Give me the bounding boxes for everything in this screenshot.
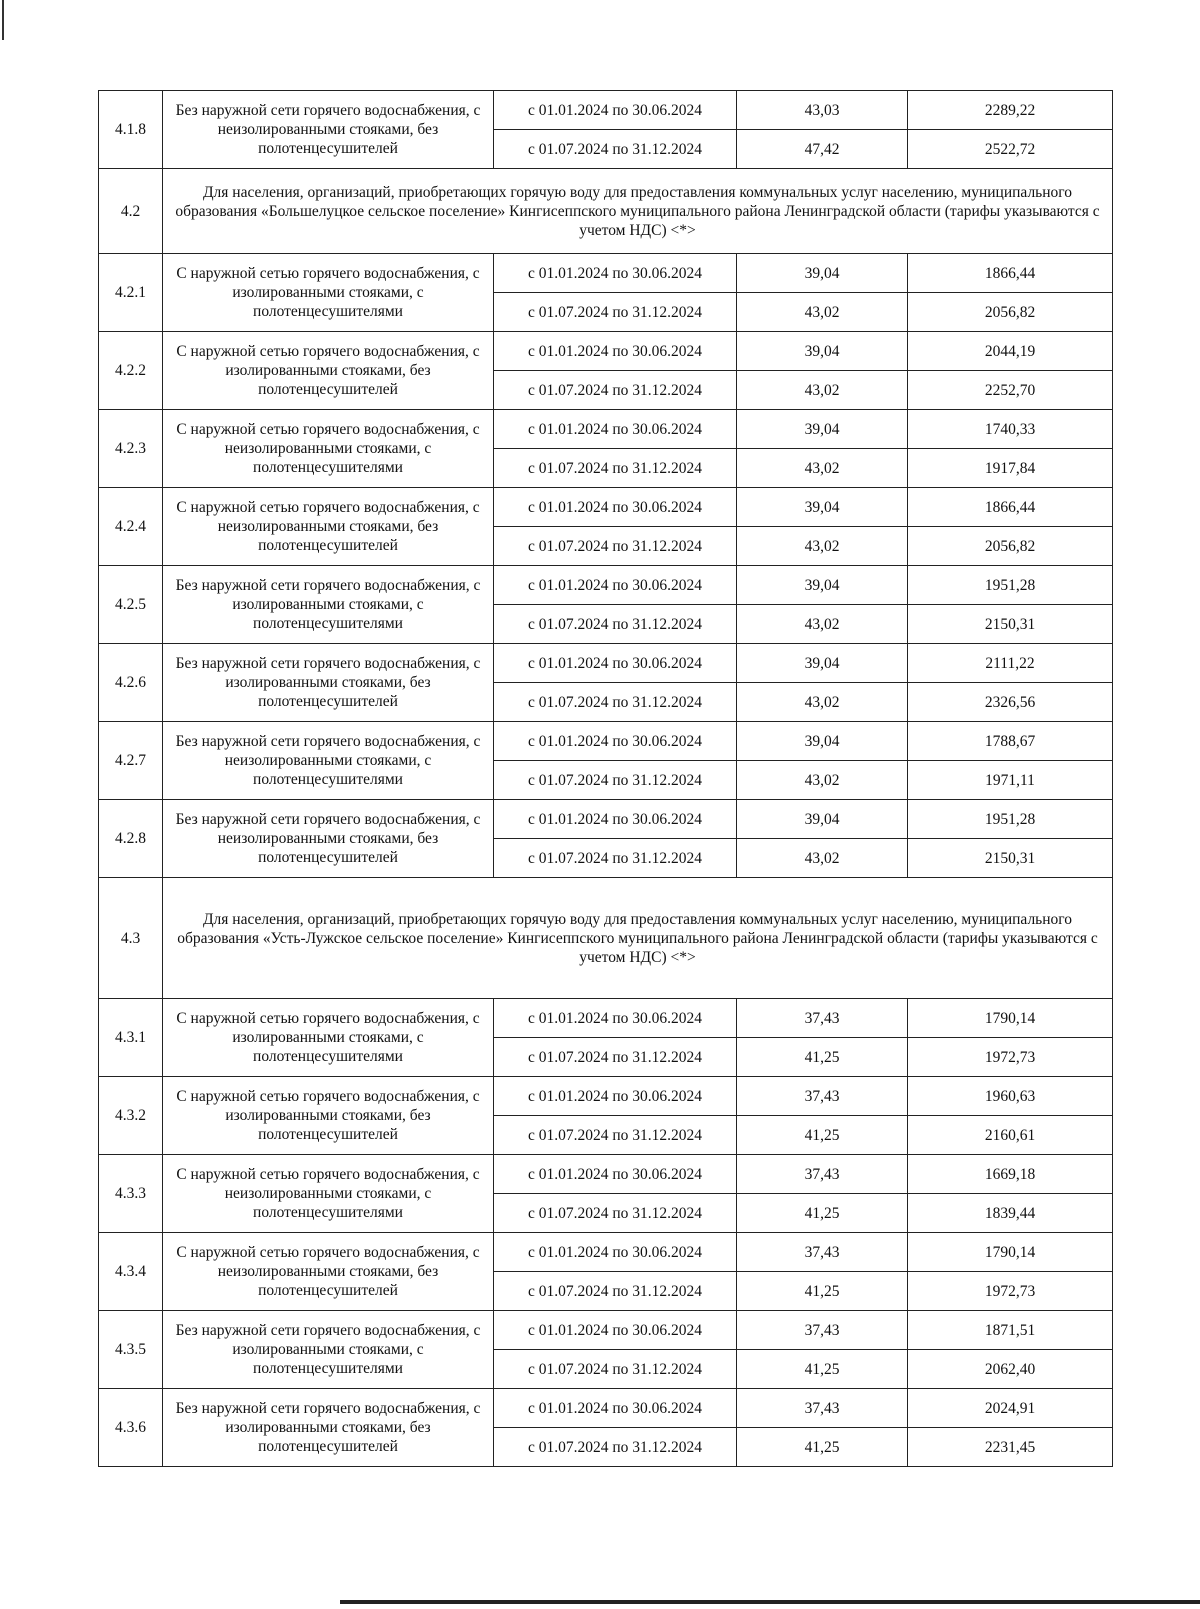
tariff-value-1: 43,02 [737,449,908,488]
tariff-value-1: 41,25 [737,1272,908,1311]
tariff-value-2: 1866,44 [908,488,1113,527]
item-description: Без наружной сети горячего водоснабжения, с изолированными стояками, без полотенцесушителей [163,644,494,722]
period-cell: с 01.07.2024 по 31.12.2024 [494,683,737,722]
item-number: 4.3.5 [99,1311,163,1389]
tariff-value-1: 41,25 [737,1428,908,1467]
tariff-value-2: 2111,22 [908,644,1113,683]
tariff-value-2: 1790,14 [908,999,1113,1038]
tariff-value-2: 1740,33 [908,410,1113,449]
item-description: Без наружной сети горячего водоснабжения, с изолированными стояками, с полотенцесушителями [163,566,494,644]
period-cell: с 01.07.2024 по 31.12.2024 [494,839,737,878]
tariff-value-2: 2231,45 [908,1428,1113,1467]
period-cell: с 01.01.2024 по 30.06.2024 [494,722,737,761]
item-number: 4.3.6 [99,1389,163,1467]
tariff-value-1: 39,04 [737,254,908,293]
tariff-value-1: 43,02 [737,761,908,800]
period-cell: с 01.07.2024 по 31.12.2024 [494,605,737,644]
section-header-row [99,878,1113,999]
tariff-value-1: 37,43 [737,1077,908,1116]
period-cell: с 01.07.2024 по 31.12.2024 [494,1350,737,1389]
tariff-value-2: 1951,28 [908,800,1113,839]
item-number: 4.2.8 [99,800,163,878]
tariff-value-2: 1788,67 [908,722,1113,761]
table-row [99,1233,1113,1272]
tariff-value-2: 2056,82 [908,527,1113,566]
tariff-value-1: 39,04 [737,644,908,683]
tariff-value-1: 37,43 [737,1311,908,1350]
period-cell: с 01.01.2024 по 30.06.2024 [494,1389,737,1428]
period-cell: с 01.01.2024 по 30.06.2024 [494,1077,737,1116]
item-description: С наружной сетью горячего водоснабжения, с неизолированными стояками, с полотенцесушителями [163,1155,494,1233]
table-row [99,644,1113,683]
item-description: С наружной сетью горячего водоснабжения, с неизолированными стояками, без полотенцесушителей [163,488,494,566]
item-number: 4.3.1 [99,999,163,1077]
item-number: 4.3.2 [99,1077,163,1155]
table-row [99,91,1113,130]
table-row [99,410,1113,449]
tariff-value-2: 2150,31 [908,839,1113,878]
period-cell: с 01.07.2024 по 31.12.2024 [494,1194,737,1233]
tariff-value-1: 43,02 [737,293,908,332]
item-number: 4.2.5 [99,566,163,644]
period-cell: с 01.01.2024 по 30.06.2024 [494,254,737,293]
item-description: Без наружной сети горячего водоснабжения, с изолированными стояками, с полотенцесушителями [163,1311,494,1389]
item-number: 4.2.3 [99,410,163,488]
tariff-value-1: 37,43 [737,1233,908,1272]
tariff-value-2: 2289,22 [908,91,1113,130]
table-row [99,1311,1113,1350]
item-description: С наружной сетью горячего водоснабжения, с изолированными стояками, с полотенцесушителями [163,254,494,332]
tariff-value-1: 41,25 [737,1038,908,1077]
table-row [99,1389,1113,1428]
item-description: С наружной сетью горячего водоснабжения, с изолированными стояками, без полотенцесушителей [163,332,494,410]
period-cell: с 01.07.2024 по 31.12.2024 [494,1428,737,1467]
tariff-value-1: 43,03 [737,91,908,130]
period-cell: с 01.07.2024 по 31.12.2024 [494,1116,737,1155]
tariff-value-2: 2024,91 [908,1389,1113,1428]
item-number: 4.3.4 [99,1233,163,1311]
period-cell: с 01.01.2024 по 30.06.2024 [494,332,737,371]
tariff-value-2: 1917,84 [908,449,1113,488]
tariff-value-1: 39,04 [737,566,908,605]
tariff-value-1: 39,04 [737,800,908,839]
period-cell: с 01.01.2024 по 30.06.2024 [494,1155,737,1194]
tariff-value-1: 41,25 [737,1350,908,1389]
tariff-value-2: 1971,11 [908,761,1113,800]
item-description: Без наружной сети горячего водоснабжения, с неизолированными стояками, без полотенцесушителей [163,91,494,169]
period-cell: с 01.01.2024 по 30.06.2024 [494,488,737,527]
tariff-value-2: 1871,51 [908,1311,1113,1350]
tariff-value-2: 2150,31 [908,605,1113,644]
tariff-value-1: 37,43 [737,1389,908,1428]
item-number: 4.2.2 [99,332,163,410]
tariff-value-2: 1790,14 [908,1233,1113,1272]
item-description: Без наружной сети горячего водоснабжения, с неизолированными стояками, без полотенцесушителей [163,800,494,878]
tariff-value-1: 43,02 [737,371,908,410]
tariff-value-2: 1839,44 [908,1194,1113,1233]
tariff-value-1: 43,02 [737,683,908,722]
item-number: 4.2.6 [99,644,163,722]
table-row [99,566,1113,605]
table-row [99,800,1113,839]
period-cell: с 01.07.2024 по 31.12.2024 [494,527,737,566]
tariff-value-2: 1960,63 [908,1077,1113,1116]
period-cell: с 01.07.2024 по 31.12.2024 [494,761,737,800]
table-row [99,1077,1113,1116]
scan-edge-bottom [340,1600,1200,1604]
tariff-value-1: 39,04 [737,722,908,761]
period-cell: с 01.01.2024 по 30.06.2024 [494,410,737,449]
tariff-value-1: 37,43 [737,999,908,1038]
scan-edge-left [2,0,4,40]
item-description: Без наружной сети горячего водоснабжения, с неизолированными стояками, с полотенцесушителями [163,722,494,800]
tariff-value-2: 2522,72 [908,130,1113,169]
tariff-value-1: 41,25 [737,1116,908,1155]
tariff-value-2: 2252,70 [908,371,1113,410]
item-description: Без наружной сети горячего водоснабжения, с изолированными стояками, без полотенцесушителей [163,1389,494,1467]
tariff-value-1: 41,25 [737,1194,908,1233]
tariff-value-1: 43,02 [737,527,908,566]
table-row [99,488,1113,527]
item-number: 4.2.4 [99,488,163,566]
tariff-value-1: 39,04 [737,488,908,527]
item-description: С наружной сетью горячего водоснабжения, с неизолированными стояками, без полотенцесушителей [163,1233,494,1311]
section-number: 4.3 [99,878,163,999]
item-number: 4.2.1 [99,254,163,332]
table-row [99,722,1113,761]
period-cell: с 01.01.2024 по 30.06.2024 [494,800,737,839]
tariff-value-2: 1951,28 [908,566,1113,605]
table-row [99,1155,1113,1194]
period-cell: с 01.01.2024 по 30.06.2024 [494,1233,737,1272]
item-description: С наружной сетью горячего водоснабжения, с изолированными стояками, с полотенцесушителями [163,999,494,1077]
item-number: 4.2.7 [99,722,163,800]
tariff-value-1: 37,43 [737,1155,908,1194]
item-description: С наружной сетью горячего водоснабжения, с неизолированными стояками, с полотенцесушителями [163,410,494,488]
section-heading: Для населения, организаций, приобретающих горячую воду для предоставления коммунальных услуг населению, муниципального образования «Большелуцкое сельское поселение» Кингисеппского муниципального района Ленинградской области (тарифы указываются с учетом НДС) <*> [163,169,1113,254]
period-cell: с 01.07.2024 по 31.12.2024 [494,293,737,332]
period-cell: с 01.01.2024 по 30.06.2024 [494,1311,737,1350]
period-cell: с 01.01.2024 по 30.06.2024 [494,999,737,1038]
tariff-value-2: 2160,61 [908,1116,1113,1155]
item-number: 4.3.3 [99,1155,163,1233]
table-row [99,254,1113,293]
tariff-value-2: 2326,56 [908,683,1113,722]
period-cell: с 01.07.2024 по 31.12.2024 [494,371,737,410]
period-cell: с 01.07.2024 по 31.12.2024 [494,449,737,488]
section-heading: Для населения, организаций, приобретающих горячую воду для предоставления коммунальных услуг населению, муниципального образования «Усть-Лужское сельское поселение» Кингисеппского муниципального района Ленинградской области (тарифы указываются с учетом НДС) <*> [163,878,1113,999]
section-header-row [99,169,1113,254]
period-cell: с 01.01.2024 по 30.06.2024 [494,644,737,683]
tariff-value-2: 1669,18 [908,1155,1113,1194]
item-number: 4.1.8 [99,91,163,169]
period-cell: с 01.01.2024 по 30.06.2024 [494,91,737,130]
tariff-value-2: 1972,73 [908,1038,1113,1077]
tariff-value-2: 1866,44 [908,254,1113,293]
tariff-value-2: 2062,40 [908,1350,1113,1389]
section-number: 4.2 [99,169,163,254]
table-row [99,332,1113,371]
tariff-value-1: 39,04 [737,332,908,371]
tariff-table-body [99,91,1113,1467]
tariff-value-2: 1972,73 [908,1272,1113,1311]
tariff-value-1: 43,02 [737,839,908,878]
tariff-value-2: 2044,19 [908,332,1113,371]
item-description: С наружной сетью горячего водоснабжения, с изолированными стояками, без полотенцесушителей [163,1077,494,1155]
tariff-value-1: 47,42 [737,130,908,169]
period-cell: с 01.07.2024 по 31.12.2024 [494,1038,737,1077]
tariff-value-1: 43,02 [737,605,908,644]
period-cell: с 01.07.2024 по 31.12.2024 [494,130,737,169]
table-row [99,999,1113,1038]
period-cell: с 01.07.2024 по 31.12.2024 [494,1272,737,1311]
tariff-value-1: 39,04 [737,410,908,449]
period-cell: с 01.01.2024 по 30.06.2024 [494,566,737,605]
tariff-value-2: 2056,82 [908,293,1113,332]
tariff-table [98,90,1113,1467]
